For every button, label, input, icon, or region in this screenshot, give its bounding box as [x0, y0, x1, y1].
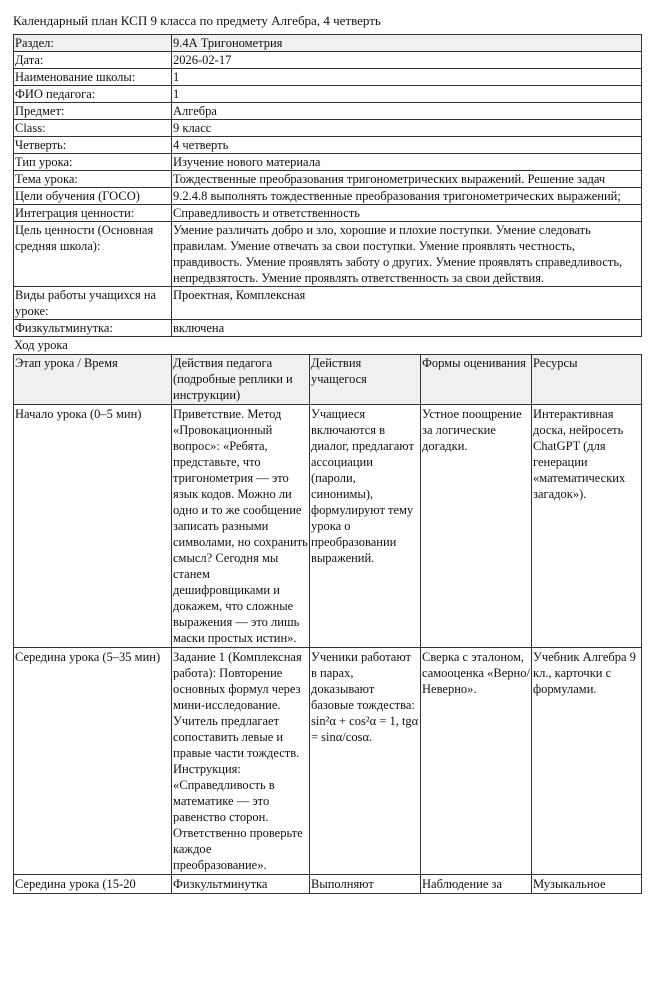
- resources-cell: Музыкальное: [532, 875, 642, 894]
- student-actions-cell: Ученики работают в парах, доказывают базовые тождества: sin²α + cos²α = 1, tgα = sinα/cosα.: [310, 648, 421, 875]
- document-page: [13, 12, 641, 894]
- info-row-work-types: [14, 287, 642, 320]
- assessment-cell: Устное поощрение за логические догадки.: [421, 405, 532, 648]
- info-value: Проектная, Комплексная: [172, 287, 642, 320]
- info-label: Дата:: [14, 52, 172, 69]
- stage-cell: Середина урока (15-20: [14, 875, 172, 894]
- info-label: Class:: [14, 120, 172, 137]
- info-value: Умение различать добро и зло, хорошие и плохие поступки. Умение следовать правилам. Умение отвечать за свои поступки. Умение проявлять честность, правдивость. Умение проявлять заботу о других. Умение проявлять справедливость, непредвзятость. Умение проявлять ответственность за свои действия.: [172, 222, 642, 287]
- info-value: 1: [172, 86, 642, 103]
- student-actions-cell: Выполняют: [310, 875, 421, 894]
- info-row-class: [14, 120, 642, 137]
- info-value: 4 четверть: [172, 137, 642, 154]
- info-row-value-goal: [14, 222, 642, 287]
- info-row-section: [14, 35, 642, 52]
- info-label: Цели обучения (ГОСО): [14, 188, 172, 205]
- lesson-header-row: [14, 355, 642, 405]
- info-table: [13, 34, 642, 337]
- stage-cell: Середина урока (5–35 мин): [14, 648, 172, 875]
- info-row-quarter: [14, 137, 642, 154]
- info-row-date: [14, 52, 642, 69]
- info-value: включена: [172, 320, 642, 337]
- info-value: 1: [172, 69, 642, 86]
- info-value: Изучение нового материала: [172, 154, 642, 171]
- stage-cell: Начало урока (0–5 мин): [14, 405, 172, 648]
- info-label: Интеграция ценности:: [14, 205, 172, 222]
- info-value: Алгебра: [172, 103, 642, 120]
- info-label: Физкультминутка:: [14, 320, 172, 337]
- table-row: [14, 875, 642, 894]
- table-row: [14, 648, 642, 875]
- assessment-cell: Наблюдение за: [421, 875, 532, 894]
- info-label: Тип урока:: [14, 154, 172, 171]
- info-row-topic: [14, 171, 642, 188]
- info-value: Справедливость и ответственность: [172, 205, 642, 222]
- info-label: Тема урока:: [14, 171, 172, 188]
- info-label: Предмет:: [14, 103, 172, 120]
- info-label: Наименование школы:: [14, 69, 172, 86]
- info-label: Цель ценности (Основная средняя школа):: [14, 222, 172, 287]
- info-row-lesson-type: [14, 154, 642, 171]
- teacher-actions-cell: Физкультминутка: [172, 875, 310, 894]
- info-label: ФИО педагога:: [14, 86, 172, 103]
- info-value: 9.4А Тригонометрия: [172, 35, 642, 52]
- column-header-assessment: Формы оценивания: [421, 355, 532, 405]
- teacher-actions-cell: Приветствие. Метод «Провокационный вопрос»: «Ребята, представьте, что тригонометрия — это язык кодов. Можно ли одно и то же сообщение записать разными символами, но сохранить смысл? Сегодня мы станем дешифровщиками и докажем, что сложные выражения — это лишь маски простых истин».: [172, 405, 310, 648]
- info-value: 2026-02-17: [172, 52, 642, 69]
- lesson-section-heading: Ход урока: [14, 338, 68, 352]
- column-header-teacher: Действия педагога (подробные реплики и инструкции): [172, 355, 310, 405]
- info-row-subject: [14, 103, 642, 120]
- teacher-actions-cell: Задание 1 (Комплексная работа): Повторение основных формул через мини-исследование. Учитель предлагает сопоставить левые и правые части тождеств. Инструкция: «Справедливость в математике — это равенство сторон. Ответственно проверьте каждое преобразование».: [172, 648, 310, 875]
- info-row-value-integration: [14, 205, 642, 222]
- info-value: 9.2.4.8 выполнять тождественные преобразования тригонометрических выражений;: [172, 188, 642, 205]
- info-label: Раздел:: [14, 35, 172, 52]
- column-header-resources: Ресурсы: [532, 355, 642, 405]
- table-row: [14, 405, 642, 648]
- info-value: 9 класс: [172, 120, 642, 137]
- resources-cell: Учебник Алгебра 9 кл., карточки с формулами.: [532, 648, 642, 875]
- info-label: Четверть:: [14, 137, 172, 154]
- lesson-table: [13, 354, 642, 894]
- info-label: Виды работы учащихся на уроке:: [14, 287, 172, 320]
- document-title: Календарный план КСП 9 класса по предмету Алгебра, 4 четверть: [13, 13, 381, 28]
- assessment-cell: Сверка с эталоном, самооценка «Верно/Неверно».: [421, 648, 532, 875]
- column-header-student: Действия учащегося: [310, 355, 421, 405]
- info-row-exercise-break: [14, 320, 642, 337]
- info-row-school: [14, 69, 642, 86]
- info-row-objectives: [14, 188, 642, 205]
- info-row-teacher: [14, 86, 642, 103]
- column-header-stage: Этап урока / Время: [14, 355, 172, 405]
- resources-cell: Интерактивная доска, нейросеть ChatGPT (для генерации «математических загадок»).: [532, 405, 642, 648]
- student-actions-cell: Учащиеся включаются в диалог, предлагают ассоциации (пароли, синонимы), формулируют тему урока о преобразовании выражений.: [310, 405, 421, 648]
- info-value: Тождественные преобразования тригонометрических выражений. Решение задач: [172, 171, 642, 188]
